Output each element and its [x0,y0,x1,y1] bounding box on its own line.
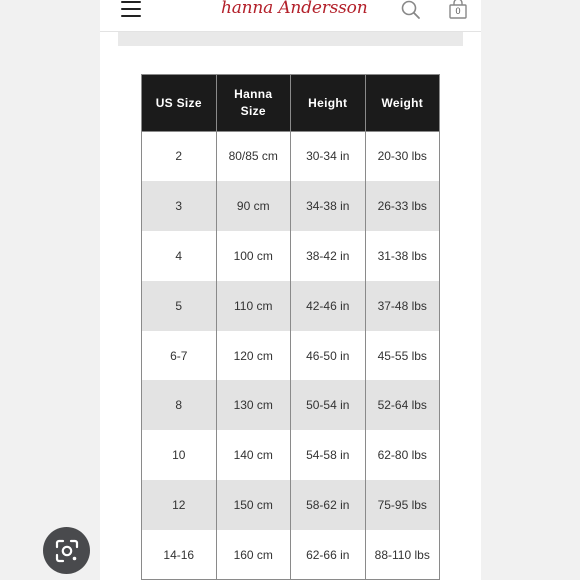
table-row [142,380,440,430]
column-header: Height [291,75,366,132]
table-cell: 46-50 in [291,331,366,381]
table-cell: 12 [142,480,217,530]
table-cell: 80/85 cm [216,132,291,182]
table-cell: 34-38 in [291,181,366,231]
table-cell: 62-80 lbs [365,430,440,480]
table-row [142,132,440,182]
table-cell: 30-34 in [291,132,366,182]
table-cell: 130 cm [216,380,291,430]
menu-icon[interactable] [121,1,141,19]
table-cell: 6-7 [142,331,217,381]
table-row [142,281,440,331]
table-cell: 50-54 in [291,380,366,430]
table-cell: 4 [142,231,217,281]
table-cell: 160 cm [216,530,291,580]
table-cell: 150 cm [216,480,291,530]
table-cell: 3 [142,181,217,231]
table-cell: 52-64 lbs [365,380,440,430]
table-cell: 5 [142,281,217,331]
cart-count: 0 [455,6,461,16]
table-cell: 140 cm [216,430,291,480]
table-row [142,530,440,580]
page [100,0,481,580]
table-row [142,331,440,381]
table-cell: 20-30 lbs [365,132,440,182]
table-cell: 31-38 lbs [365,231,440,281]
table-cell: 62-66 in [291,530,366,580]
table-row [142,181,440,231]
table-cell: 26-33 lbs [365,181,440,231]
shopping-bag-icon[interactable] [448,0,468,20]
column-header: US Size [142,75,217,132]
table-cell: 42-46 in [291,281,366,331]
table-cell: 14-16 [142,530,217,580]
table-cell: 45-55 lbs [365,331,440,381]
table-header-row [142,75,440,132]
table-cell: 58-62 in [291,480,366,530]
table-row [142,231,440,281]
table-cell: 10 [142,430,217,480]
table-cell: 88-110 lbs [365,530,440,580]
table-cell: 75-95 lbs [365,480,440,530]
search-icon[interactable] [400,0,422,20]
table-cell: 2 [142,132,217,182]
table-row [142,430,440,480]
google-lens-icon[interactable] [43,527,90,574]
table-cell: 54-58 in [291,430,366,480]
banner-strip [118,32,463,46]
table-cell: 120 cm [216,331,291,381]
table-row [142,480,440,530]
table-cell: 100 cm [216,231,291,281]
column-header: Hanna Size [216,75,291,132]
table-cell: 8 [142,380,217,430]
table-cell: 38-42 in [291,231,366,281]
brand-logo[interactable]: hanna Andersson [221,0,368,18]
table-cell: 90 cm [216,181,291,231]
table-cell: 110 cm [216,281,291,331]
column-header: Weight [365,75,440,132]
table-cell: 37-48 lbs [365,281,440,331]
size-chart-table [141,74,440,580]
site-header [100,0,481,32]
